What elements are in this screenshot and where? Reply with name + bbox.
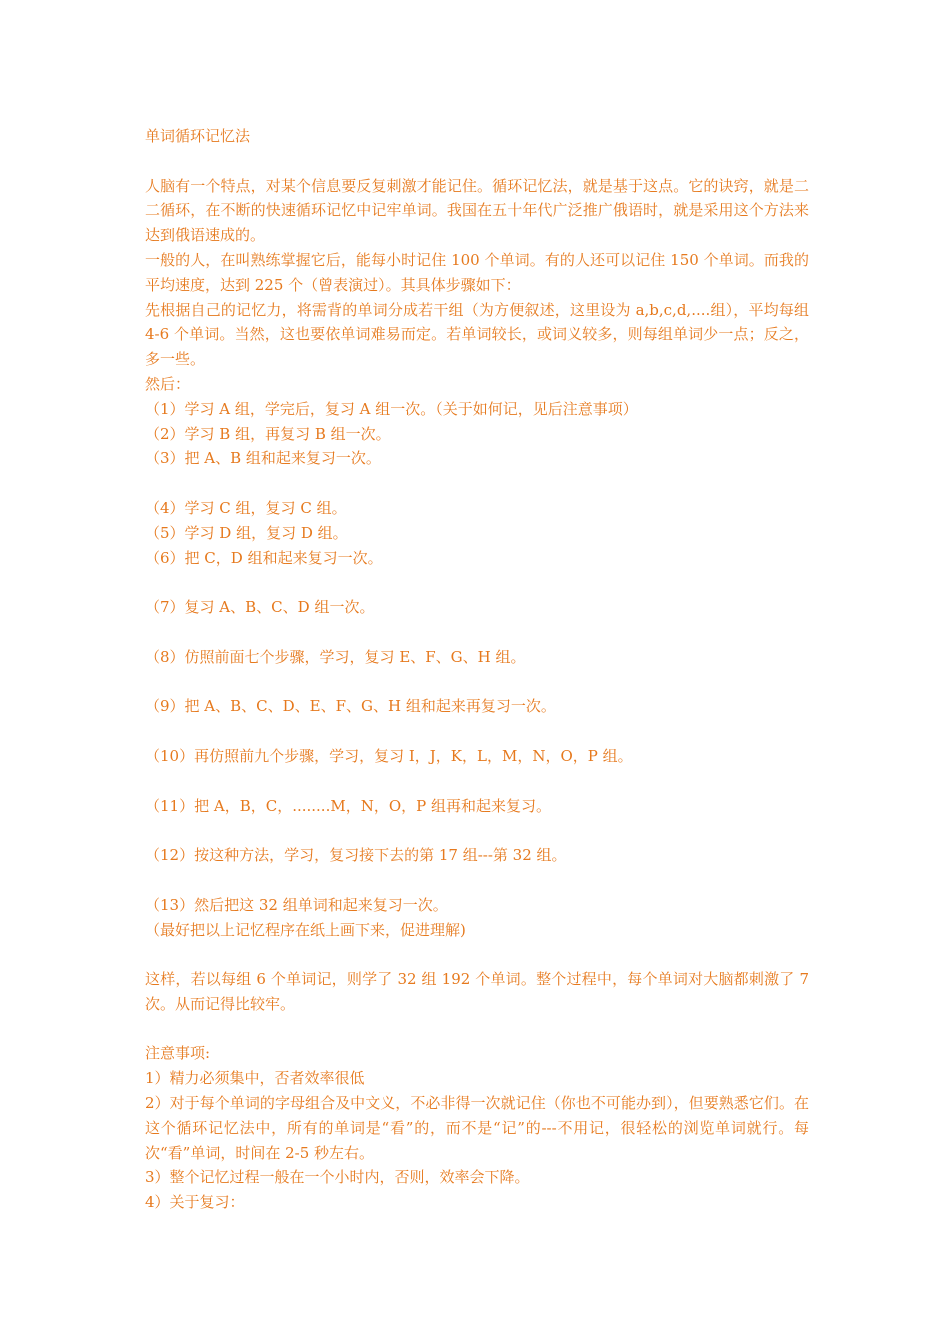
step-7: （7）复习 A、B、C、D 组一次。 (145, 598, 375, 617)
document-body (145, 124, 809, 1215)
note-3: 3）整个记忆过程一般在一个小时内，否则，效率会下降。 (145, 1168, 530, 1187)
blank-line (145, 868, 809, 893)
step-11: （11）把 A，B，C，........M，N，O，P 组再和起来复习。 (145, 796, 551, 815)
step-1: （1）学习 A 组，学完后，复习 A 组一次。（关于如何记，见后注意事项） (145, 399, 638, 418)
blank-line (145, 942, 809, 967)
blank-line (145, 1017, 809, 1042)
blank-line (145, 719, 809, 744)
step-12: （12）按这种方法，学习，复习接下去的第 17 组---第 32 组。 (145, 846, 567, 865)
blank-line (145, 471, 809, 496)
note-1: 1）精力必须集中，否者效率很低 (145, 1069, 365, 1088)
step-13: （13）然后把这 32 组单词和起来复习一次。 (145, 895, 448, 914)
step-6: （6）把 C，D 组和起来复习一次。 (145, 548, 383, 567)
blank-line (145, 769, 809, 794)
summary-paragraph: 这样，若以每组 6 个单词记，则学了 32 组 192 个单词。整个过程中，每个单词对大脑都刺激了 7 次。从而记得比较牢。 (145, 970, 809, 1013)
intro-paragraph-4: 然后： (145, 374, 191, 393)
blank-line (145, 670, 809, 695)
intro-paragraph-2: 一般的人，在叫熟练掌握它后，能每小时记住 100 个单词。有的人还可以记住 150 个单词。而我的平均速度，达到 225 个（曾表演过）。其具体步骤如下： (145, 250, 809, 294)
notes-heading: 注意事项: (145, 1044, 211, 1063)
document-title: 单词循环记忆法 (145, 127, 251, 145)
blank-line (145, 620, 809, 645)
step-2: （2）学习 B 组，再复习 B 组一次。 (145, 424, 391, 443)
blank-line (145, 149, 809, 174)
step-10: （10）再仿照前九个步骤，学习，复习 I，J，K，L，M，N，O，P 组。 (145, 746, 633, 765)
blank-line (145, 818, 809, 843)
note-2: 2）对于每个单词的字母组合及中文义，不必非得一次就记住（你也不可能办到），但要熟悉它们。在这个循环记忆法中，所有的单词是“看”的，而不是“记”的---不用记，很轻松的浏览单词就行。每次“看”单词，时间在 2-5 秒左右。 (145, 1094, 809, 1162)
intro-paragraph-1: 人脑有一个特点，对某个信息要反复刺激才能记住。循环记忆法，就是基于这点。它的诀窍，就是二二循环，在不断的快速循环记忆中记牢单词。我国在五十年代广泛推广俄语时，就是采用这个方法来达到俄语速成的。 (145, 176, 809, 245)
note-4: 4）关于复习： (145, 1193, 245, 1212)
step-5: （5）学习 D 组，复习 D 组。 (145, 523, 348, 542)
step-4: （4）学习 C 组，复习 C 组。 (145, 498, 347, 517)
step-hint: （最好把以上记忆程序在纸上画下来，促进理解) (145, 920, 466, 939)
blank-line (145, 570, 809, 595)
step-9: （9）把 A、B、C、D、E、F、G、H 组和起来再复习一次。 (145, 697, 556, 716)
step-8: （8）仿照前面七个步骤，学习，复习 E、F、G、H 组。 (145, 647, 526, 666)
intro-paragraph-3: 先根据自己的记忆力，将需背的单词分成若干组（为方便叙述，这里设为 a,b,c,d,....组），平均每组 4-6 个单词。当然，这也要依单词难易而定。若单词较长，或词义较多，则每组单词少一点；反之，多一些。 (145, 300, 809, 369)
step-3: （3）把 A、B 组和起来复习一次。 (145, 449, 381, 468)
